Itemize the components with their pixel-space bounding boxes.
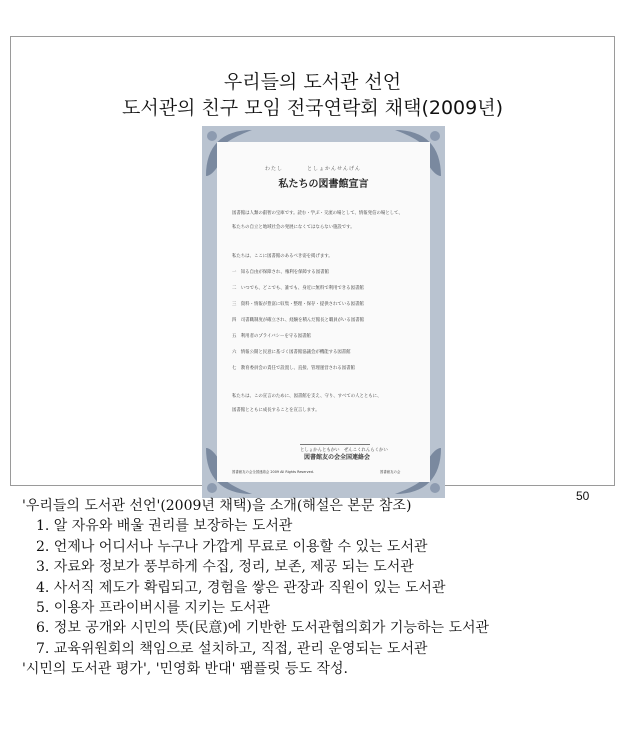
notes-item-7: 7. 교육위원회의 책임으로 설치하고, 직접, 관리 운영되는 도서관 xyxy=(36,640,428,657)
poster-item-7: 七 教育委員会の責任で設置し、直接、管理運営される図書館 xyxy=(232,366,355,371)
poster-item-1: 一 知る自由が保障され、権利を保障する図書館 xyxy=(232,270,329,275)
poster-title-ruby: わたし としょかんせんげん xyxy=(265,166,362,172)
poster-paper xyxy=(217,142,430,482)
poster-item-2: 二 いつでも、どこでも、誰でも、身近に無料で利用できる図書館 xyxy=(232,286,364,291)
poster-lead: 私たちは、ここに図書館のあるべき姿を掲げます。 xyxy=(232,254,333,259)
notes-item-4: 4. 사서직 제도가 확립되고, 경험을 쌓은 관장과 직원이 있는 도서관 xyxy=(36,579,446,596)
notes xyxy=(22,496,622,680)
slide-title-line-2: 도서관의 친구 모임 전국연락회 채택(2009년) xyxy=(121,97,503,119)
poster-title: 私たちの図書館宣言 xyxy=(278,179,369,190)
notes-item-3: 3. 자료와 정보가 풍부하게 수집, 정리, 보존, 제공 되는 도서관 xyxy=(36,559,414,576)
poster-closing-line-1: 私たちは、この宣言のために、図書館を支え、守り、すべての人とともに、 xyxy=(232,394,382,399)
poster-item-3: 三 資料・情報が豊富に収集・整理・保存・提供されている図書館 xyxy=(232,302,364,307)
notes-item-6: 6. 정보 공개와 시민의 뜻(民意)에 기반한 도서관협의회가 기능하는 도서관 xyxy=(36,620,490,637)
poster-item-6: 六 情報公開と民意に基づく図書館協議会が機能する図書館 xyxy=(232,350,351,355)
poster-signature-ruby: としょかんともかい ぜんこくれんらくかい xyxy=(300,448,388,453)
poster-item-5: 五 利用者のプライバシーを守る図書館 xyxy=(232,334,311,339)
notes-item-2: 2. 언제나 어디서나 누구나 가깝게 무료로 이용할 수 있는 도서관 xyxy=(36,538,428,555)
declaration-poster-image xyxy=(202,126,445,498)
notes-outro: '시민의 도서관 평가', '민영화 반대' 팸플릿 등도 작성. xyxy=(22,661,348,678)
slide-title-line-1: 우리들의 도서관 선언 xyxy=(223,71,402,93)
poster-item-4: 四 司書職制度が確立され、経験を積んだ館長と職員がいる図書館 xyxy=(232,318,364,323)
poster-intro-line-2: 私たちの自立と地域社会の発展になくてはならない施設です。 xyxy=(232,225,355,230)
notes-item-5: 5. 이용자 프라이버시를 지키는 도서관 xyxy=(36,600,271,617)
slide xyxy=(10,36,615,503)
poster-signature: 図書館友の会全国連絡会 xyxy=(304,454,371,461)
poster-closing-line-2: 図書館とともに成長することを宣言します。 xyxy=(232,408,320,413)
signature-rule xyxy=(300,444,370,445)
slide-title xyxy=(11,69,614,121)
poster-footer-left: 図書館友の会全国連絡会 2009 All Rights Reserved. xyxy=(232,470,314,474)
poster-footer-right: 図書館友の会 xyxy=(380,470,401,474)
notes-item-1: 1. 알 자유와 배울 권리를 보장하는 도서관 xyxy=(36,518,293,535)
poster-intro-line-1: 図書館は人類の叡智の宝庫です。読む・学ぶ・交流の場として、情報発信の場として、 xyxy=(232,211,403,216)
notes-intro: '우리들의 도서관 선언'(2009년 채택)을 소개(해설은 본문 참조) xyxy=(22,498,412,514)
page-number: 50 xyxy=(576,489,590,503)
